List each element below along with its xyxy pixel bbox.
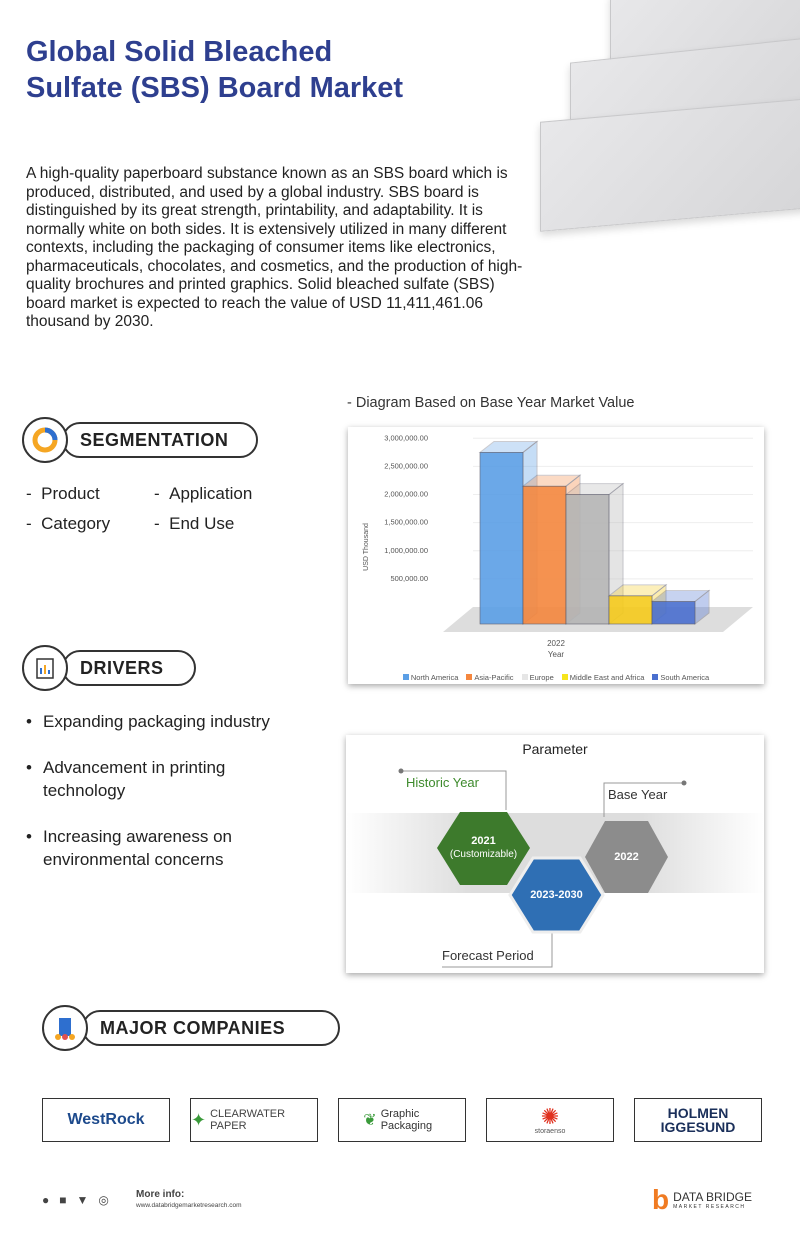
paperboard-sheets-image (530, 0, 800, 250)
y-tick-label: 2,500,000.00 (384, 461, 428, 471)
description: A high-quality paperboard substance known as an SBS board which is produced, distributed, and used by a global industry. SBS board is distinguished by its great strength, printability, and adaptability. It is normally white on both sides. It is extensively utilized in many different contexts, including the packaging of consumer items like electronics, pharmaceuticals, chocolates, and cosmetics, and the production of high-quality brochures and printed graphics. Solid bleached sulfate (SBS) board market is expected to reach the value of USD 11,411,461.06 thousand by 2030. (26, 165, 523, 330)
building-icon (42, 1005, 88, 1051)
clipboard-chart-icon (22, 645, 68, 691)
companies-title: MAJOR COMPANIES (82, 1010, 340, 1046)
segmentation-header (22, 417, 258, 463)
y-axis-label: USD Thousand (363, 523, 370, 571)
website-link[interactable]: www.databridgemarketresearch.com (136, 1202, 242, 1209)
bar-south-america (652, 602, 695, 625)
more-info-label: More info: (136, 1189, 185, 1200)
parameter-title: Parameter (522, 741, 588, 757)
company-logo-clearwater: ✦ CLEARWATER PAPER (190, 1098, 318, 1142)
segment-item: End Use (169, 514, 235, 533)
historic-label: Historic Year (406, 775, 479, 790)
whatsapp-icon[interactable]: ● (42, 1193, 50, 1207)
segmentation-title: SEGMENTATION (62, 422, 258, 458)
segment-item: Product (41, 484, 100, 503)
chart-caption: - Diagram Based on Base Year Market Value (347, 395, 635, 411)
x-tick: 2022 (547, 639, 565, 648)
page-title: Global Solid Bleached Sulfate (SBS) Board Market (26, 36, 404, 104)
company-logo-graphic-packaging: ❦ Graphic Packaging (338, 1098, 466, 1142)
drivers-title: DRIVERS (62, 650, 196, 686)
bar-europe (566, 495, 609, 624)
drivers-header (22, 645, 196, 691)
y-tick-label: 2,000,000.00 (384, 489, 428, 499)
databridge-mark-icon: b (652, 1184, 670, 1215)
historic-value: 2021 (471, 835, 496, 847)
facebook-icon[interactable]: ■ (59, 1193, 67, 1207)
driver-item: • Increasing awareness on environmental concerns (26, 825, 296, 871)
bar-north-america (480, 452, 523, 624)
driver-item: • Expanding packaging industry (26, 710, 296, 733)
company-logo-storaenso: ✺ storaenso (486, 1098, 614, 1142)
bar-asia-pacific (523, 486, 566, 624)
companies-header (42, 1005, 340, 1051)
y-tick-label: 1,500,000.00 (384, 517, 428, 527)
company-logo-holmen: HOLMEN IGGESUND (634, 1098, 762, 1142)
driver-item: • Advancement in printing technology (26, 756, 296, 802)
x-axis-label: Year (547, 650, 565, 659)
drivers-list (26, 710, 296, 894)
legend-item: South America (652, 673, 709, 682)
base-value: 2022 (614, 851, 639, 863)
segment-item: Application (169, 484, 253, 503)
social-icons (42, 1193, 109, 1207)
legend-item: Europe (522, 673, 554, 682)
instagram-icon[interactable]: ◎ (98, 1193, 109, 1207)
parameter-card (346, 735, 764, 973)
forecast-value: 2023-2030 (530, 889, 583, 901)
y-tick-label: 500,000.00 (390, 573, 428, 583)
company-logo-westrock: WestRock (42, 1098, 170, 1142)
y-tick-label: 1,000,000.00 (384, 545, 428, 555)
bar-chart (348, 427, 764, 657)
legend-item: Asia-Pacific (466, 673, 513, 682)
segmentation-list: - Product - Application - Category - End Use (26, 484, 253, 533)
pie-chart-icon (22, 417, 68, 463)
databridge-logo: b DATA BRIDGE MARKET RESEARCH (652, 1184, 753, 1215)
bar-middle-east-and-africa (609, 596, 652, 624)
legend-item: North America (403, 673, 459, 682)
historic-note: (Customizable) (449, 849, 518, 860)
base-label: Base Year (608, 787, 668, 802)
y-tick-label: 3,000,000.00 (384, 433, 428, 443)
legend-item: Middle East and Africa (562, 673, 645, 682)
bar-chart-card (348, 427, 764, 684)
segment-item: Category (41, 514, 111, 533)
twitter-icon[interactable]: ▼ (76, 1193, 89, 1207)
forecast-label: Forecast Period (442, 948, 534, 963)
chart-legend (348, 667, 764, 685)
